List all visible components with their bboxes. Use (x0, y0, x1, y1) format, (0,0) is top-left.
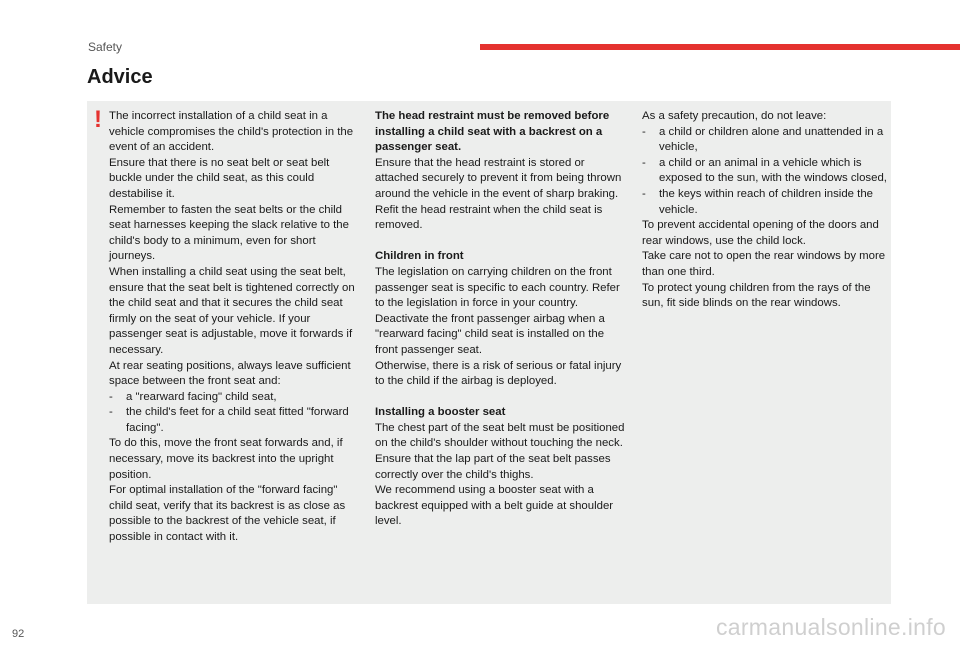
page-title: Advice (87, 66, 153, 88)
paragraph: At rear seating positions, always leave sufficient space between the front seat and: (109, 359, 351, 388)
paragraph: The legislation on carrying children on the front passenger seat is specific to each country. Refer to the legislation in force in your country. (375, 265, 620, 310)
subheading-booster-seat: Installing a booster seat (375, 406, 506, 419)
list-item-text: a child or an animal in a vehicle which is exposed to the sun, with the windows closed, (659, 156, 887, 185)
list-marker: - (642, 156, 646, 169)
paragraph: Ensure that there is no seat belt or seat belt buckle under the child seat, as this could destabilise it. (109, 156, 330, 200)
list-item-text: the keys within reach of children inside the vehicle. (659, 187, 874, 216)
paragraph: Ensure that the lap part of the seat belt passes correctly over the child's thighs. (375, 453, 611, 481)
column-1 (109, 109, 355, 546)
warning-icon: ! (94, 106, 102, 133)
paragraph: We recommend using a booster seat with a backrest equipped with a belt guide at shoulder level. (375, 484, 614, 528)
list-item (109, 405, 355, 436)
paragraph: As a safety precaution, do not leave: (642, 110, 827, 122)
paragraph: The chest part of the seat belt must be positioned on the child's shoulder without touching the neck. (375, 421, 625, 450)
paragraph: When installing a child seat using the seat belt, ensure that the seat belt is tightened correctly on the child seat and that it secures the child seat firmly on the seat of your vehicle. If your passenger seat is adjustable, move it forwards if necessary. (109, 265, 355, 356)
paragraph: The incorrect installation of a child seat in a vehicle compromises the child's protection in the event of an accident. (109, 110, 354, 154)
list-item-text: the child's feet for a child seat fitted "forward facing". (126, 406, 349, 434)
list-marker: - (642, 125, 646, 138)
list-item (642, 156, 892, 187)
paragraph: To protect young children from the rays of the sun, fit side blinds on the rear windows. (642, 281, 871, 310)
list-item (642, 125, 892, 156)
column-2 (375, 109, 625, 530)
list-item-text: a child or children alone and unattended in a vehicle, (659, 125, 884, 154)
paragraph: Take care not to open the rear windows by more than one third. (642, 250, 886, 278)
list-item (642, 187, 892, 218)
list-item (109, 390, 355, 406)
subheading-children-in-front: Children in front (375, 250, 464, 263)
paragraph: For optimal installation of the "forward facing" child seat, verify that its backrest is as close as possible to the backrest of the vehicle seat, if possible in contact with it. (109, 484, 346, 544)
paragraph: To do this, move the front seat forwards and, if necessary, move its backrest into the upright position. (109, 437, 343, 481)
section-label: Safety (88, 40, 123, 54)
page-number: 92 (12, 628, 25, 640)
list-marker: - (109, 390, 113, 403)
column-3 (642, 109, 892, 312)
list-item-text: a "rearward facing" child seat, (126, 390, 277, 403)
list-marker: - (109, 406, 113, 419)
list-marker: - (642, 187, 646, 200)
paragraph: Otherwise, there is a risk of serious or fatal injury to the child if the airbag is deployed. (375, 359, 622, 388)
bold-intro: The head restraint must be removed before installing a child seat with a backrest on a passenger seat. (375, 110, 610, 154)
paragraph: Deactivate the front passenger airbag when a "rearward facing" child seat is installed on the front passenger seat. (375, 312, 605, 356)
paragraph: Ensure that the head restraint is stored or attached securely to prevent it from being thrown around the vehicle in the event of sharp braking. Refit the head restraint when the child seat is removed. (375, 156, 622, 232)
section-accent-bar (480, 44, 960, 50)
paragraph: To prevent accidental opening of the doors and rear windows, use the child lock. (642, 219, 879, 247)
watermark: carmanualsonline.info (715, 614, 946, 640)
paragraph: Remember to fasten the seat belts or the child seat harnesses keeping the slack relative to the child's body to a minimum, even for short journeys. (109, 203, 349, 263)
